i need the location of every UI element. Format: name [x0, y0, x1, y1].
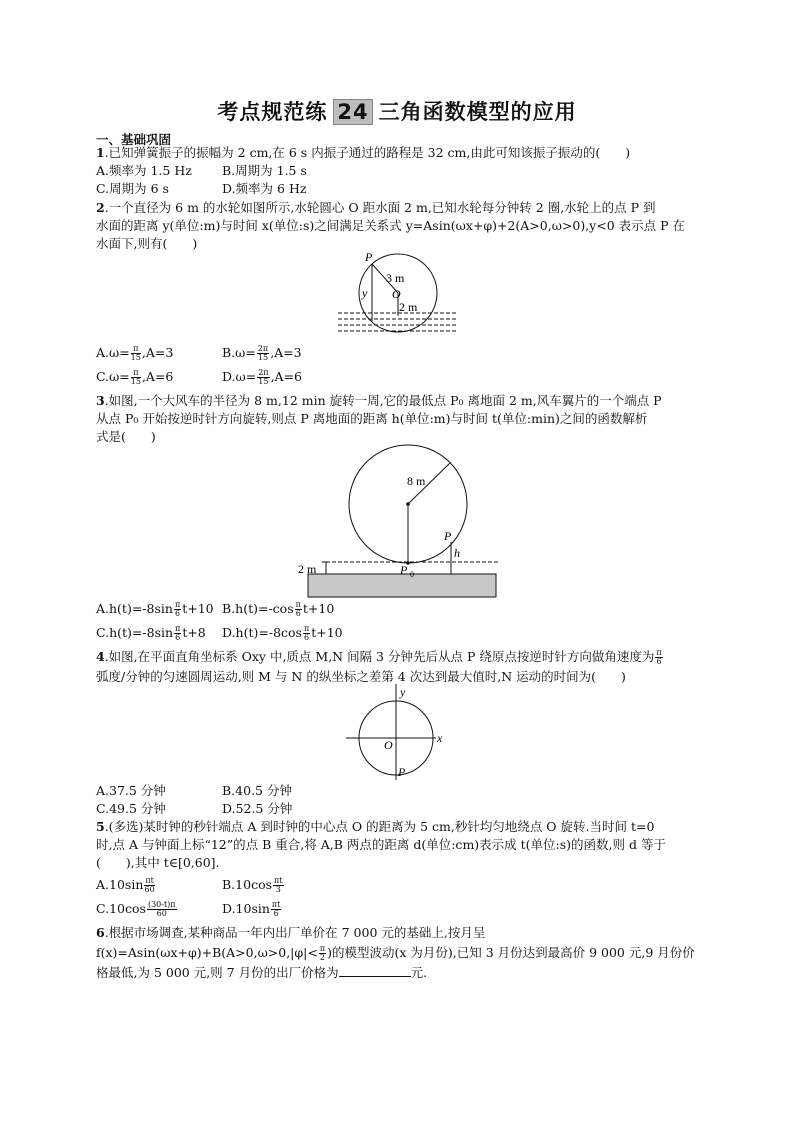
q2-option-b: B.ω= $\frac{2\pi}{15}$ ,A=3 — [222, 344, 302, 362]
q5-stem-line1: 5.(多选)某时钟的秒针端点 A 到时钟的中心点 O 的距离为 5 cm,秒针均匀地绕点 O 旋转.当时间 t=0 — [96, 819, 655, 834]
q3-option-c: C.h(t)=-8sin $\frac{\pi}{6}$ t+8 — [96, 624, 206, 642]
coordinate-circle-figure — [344, 684, 450, 782]
label-x: x — [437, 731, 443, 745]
q3-option-a: A.h(t)=-8sin $\frac{\pi}{6}$ t+10 — [96, 600, 214, 618]
q2-option-a: A.ω= $\frac{\pi}{15}$ ,A=3 — [96, 344, 174, 362]
title-prefix: 考点规范练 — [217, 100, 328, 124]
label-P: P — [398, 765, 406, 779]
q5-stem-line2: 时,点 A 与钟面上标“12”的点 B 重合,将 A,B 两点的距离 d(单位:cm)表示成 t(单位:s)的函数,则 d 等于 — [96, 837, 666, 852]
water-wheel-figure — [336, 250, 466, 340]
q2-stem-line2: 水面的距离 y(单位:m)与时间 x(单位:s)之间满足关系式 y=Asin(ωx+φ)+2(A>0,ω>0),y<0 表示点 P 在 — [96, 218, 685, 233]
label-2m: 2 m — [399, 300, 418, 314]
label-y: y — [362, 286, 368, 300]
q2-option-d: D.ω= $\frac{2\pi}{15}$ ,A=6 — [222, 368, 303, 386]
label-P: P — [365, 250, 373, 264]
q1-option-d: D.频率为 6 Hz — [222, 181, 307, 196]
label-P0-subscript: 0 — [410, 570, 414, 579]
title-suffix: 三角函数模型的应用 — [378, 100, 577, 124]
q3-option-b: B.h(t)=-cos $\frac{\pi}{6}$ t+10 — [222, 600, 335, 618]
q2-option-c: C.ω= $\frac{\pi}{15}$ ,A=6 — [96, 368, 174, 386]
windmill-figure — [290, 444, 510, 602]
label-P: P — [444, 529, 452, 543]
q3-stem-line2: 从点 P₀ 开始按逆时针方向旋转,则点 P 离地面的距离 h(单位:m)与时间 t(单位:min)之间的函数解析 — [96, 411, 648, 426]
section-heading: 一、基础巩固 — [96, 132, 172, 147]
title-number-badge: 24 — [333, 99, 372, 125]
q5-option-a: A.10sin $\frac{\pi t}{60}$ — [96, 876, 155, 894]
label-P0: P — [400, 563, 408, 577]
q3-stem-line1: 3.如图,一个大风车的半径为 8 m,12 min 旋转一周,它的最低点 P₀ 离地面 2 m,风车翼片的一个端点 P — [96, 393, 662, 408]
label-2m: 2 m — [298, 562, 317, 576]
q5-option-d: D.10sin $\frac{\pi t}{6}$ — [222, 900, 281, 918]
label-O: O — [392, 287, 401, 301]
label-O: O — [384, 738, 393, 752]
answer-blank[interactable] — [339, 964, 411, 977]
q4-option-c: C.49.5 分钟 — [96, 801, 166, 816]
q4-option-b: B.40.5 分钟 — [222, 783, 292, 798]
q6-stem-line2: f(x)=Asin(ωx+φ)+B(A>0,ω>0,|φ|< $\frac{\pi}{2}$ )的模型波动(x 为月份),已知 3 月份达到最高价 9 000 元,9 月份价 — [96, 944, 695, 962]
q6-stem-line3: 格最低,为 5 000 元,则 7 月份的出厂价格为 元. — [96, 965, 428, 980]
q2-stem-line3: 水面下,则有( ) — [96, 236, 198, 251]
q6-stem-line1: 6.根据市场调查,某种商品一年内出厂单价在 7 000 元的基础上,按月呈 — [96, 925, 486, 940]
q1-stem: 1.已知弹簧振子的振幅为 2 cm,在 6 s 内振子通过的路程是 32 cm,由此可知该振子振动的( ) — [96, 145, 631, 160]
page-title — [0, 96, 794, 126]
q3-stem-line3: 式是( ) — [96, 429, 156, 444]
q4-option-a: A.37.5 分钟 — [96, 783, 166, 798]
label-h: h — [454, 546, 460, 560]
label-8m: 8 m — [407, 474, 426, 488]
label-3m: 3 m — [386, 271, 405, 285]
q4-option-d: D.52.5 分钟 — [222, 801, 293, 816]
q5-stem-line3: ( ),其中 t∈[0,60]. — [96, 855, 220, 870]
q4-stem-line1: 4.如图,在平面直角坐标系 Oxy 中,质点 M,N 间隔 3 分钟先后从点 P 绕原点按逆时针方向做角速度为 $\frac{\pi}{6}$ — [96, 648, 662, 666]
q5-option-b: B.10cos $\frac{\pi t}{3}$ — [222, 876, 283, 894]
q3-option-d: D.h(t)=-8cos $\frac{\pi}{6}$ t+10 — [222, 624, 343, 642]
q5-option-c: C.10cos $\frac{(30-t)\pi}{60}$ — [96, 900, 176, 918]
label-y: y — [400, 685, 406, 699]
q2-stem-line1: 2.一个直径为 6 m 的水轮如图所示,水轮圆心 O 距水面 2 m,已知水轮每分钟转 2 圈,水轮上的点 P 到 — [96, 200, 656, 215]
q1-option-c: C.周期为 6 s — [96, 181, 169, 196]
q4-stem-line2: 弧度/分钟的匀速圆周运动,则 M 与 N 的纵坐标之差第 4 次达到最大值时,N 运动的时间为( ) — [96, 669, 626, 684]
q1-option-a: A.频率为 1.5 Hz — [96, 163, 192, 178]
q1-option-b: B.周期为 1.5 s — [222, 163, 307, 178]
